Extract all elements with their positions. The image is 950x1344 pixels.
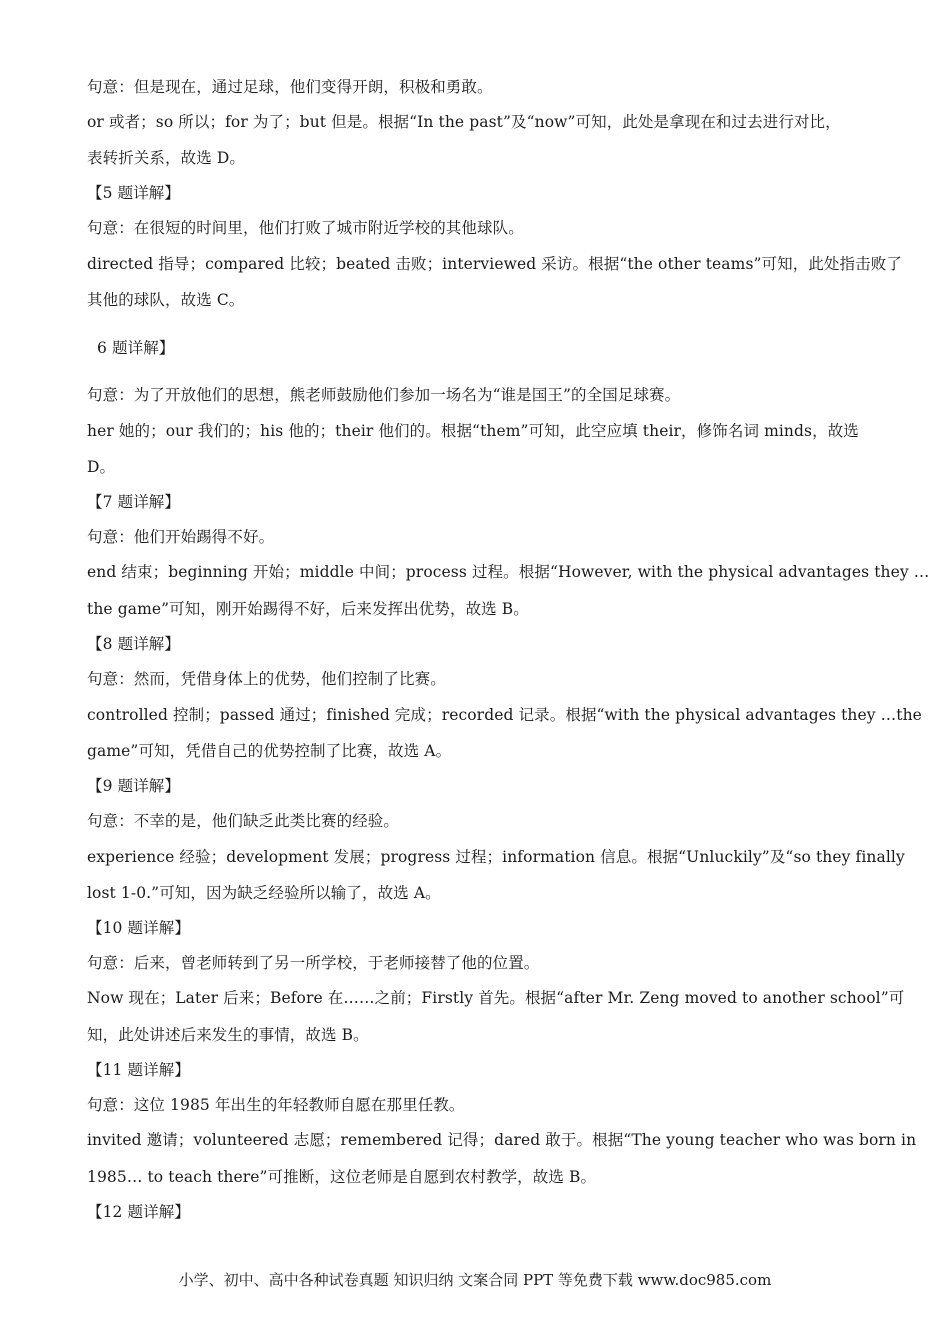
page-footer: 小学、初中、高中各种试卷真题 知识归纳 文案合同 PPT 等免费下载 www.doc985.com [178,1271,772,1289]
text-line: D。 [87,458,116,476]
section-heading: 【5 题详解】 [87,184,180,202]
text-line: end 结束；beginning 开始；middle 中间；process 过程。根据“However, with the physical advantages they … [87,563,930,581]
section-heading: 【10 题详解】 [87,919,190,937]
section-heading: 【9 题详解】 [87,777,180,795]
text-line: 表转折关系，故选 D。 [87,149,245,167]
text-line: 句意：这位 1985 年出生的年轻教师自愿在那里任教。 [87,1096,465,1114]
text-line: the game”可知，刚开始踢得不好，后来发挥出优势，故选 B。 [87,600,529,618]
text-line: experience 经验；development 发展；progress 过程；information 信息。根据“Unluckily”及“so they finally [87,848,905,866]
section-heading: 【8 题详解】 [87,635,180,653]
text-line: lost 1-0.”可知，因为缺乏经验所以输了，故选 A。 [87,884,441,902]
text-line: 1985… to teach there”可推断，这位老师是自愿到农村教学，故选 B。 [87,1168,597,1186]
section-heading: 【11 题详解】 [87,1061,190,1079]
text-line: controlled 控制；passed 通过；finished 完成；recorded 记录。根据“with the physical advantages they …the [87,706,922,724]
text-line: 句意：然而，凭借身体上的优势，他们控制了比赛。 [87,670,446,688]
text-line: 其他的球队，故选 C。 [87,291,245,309]
text-line: 句意：在很短的时间里，他们打败了城市附近学校的其他球队。 [87,219,524,237]
text-line: invited 邀请；volunteered 志愿；remembered 记得；dared 敢于。根据“The young teacher who was born in [87,1131,917,1149]
text-line: directed 指导；compared 比较；beated 击败；interviewed 采访。根据“the other teams”可知，此处指击败了 [87,255,902,273]
text-line: her 她的；our 我们的；his 他的；their 他们的。根据“them”可知，此空应填 their，修饰名词 minds，故选 [87,422,859,440]
text-line: 句意：但是现在，通过足球，他们变得开朗，积极和勇敢。 [87,78,493,96]
text-line: 句意：为了开放他们的思想，熊老师鼓励他们参加一场名为“谁是国王”的全国足球赛。 [87,386,681,404]
text-line: 句意：他们开始踢得不好。 [87,528,275,546]
section-heading: 【12 题详解】 [87,1203,190,1221]
text-line: or 或者；so 所以；for 为了；but 但是。根据“In the past”及“now”可知，此处是拿现在和过去进行对比， [87,113,841,131]
section-heading: 【7 题详解】 [87,493,180,511]
text-line: game”可知，凭借自己的优势控制了比赛，故选 A。 [87,742,452,760]
text-line: 知，此处讲述后来发生的事情，故选 B。 [87,1026,369,1044]
text-line: 句意：后来，曾老师转到了另一所学校，于老师接替了他的位置。 [87,954,540,972]
text-line: Now 现在；Later 后来；Before 在……之前；Firstly 首先。根据“after Mr. Zeng moved to another school”可 [87,989,905,1007]
section-heading: 6 题详解】 [97,339,175,357]
text-line: 句意：不幸的是，他们缺乏此类比赛的经验。 [87,812,400,830]
